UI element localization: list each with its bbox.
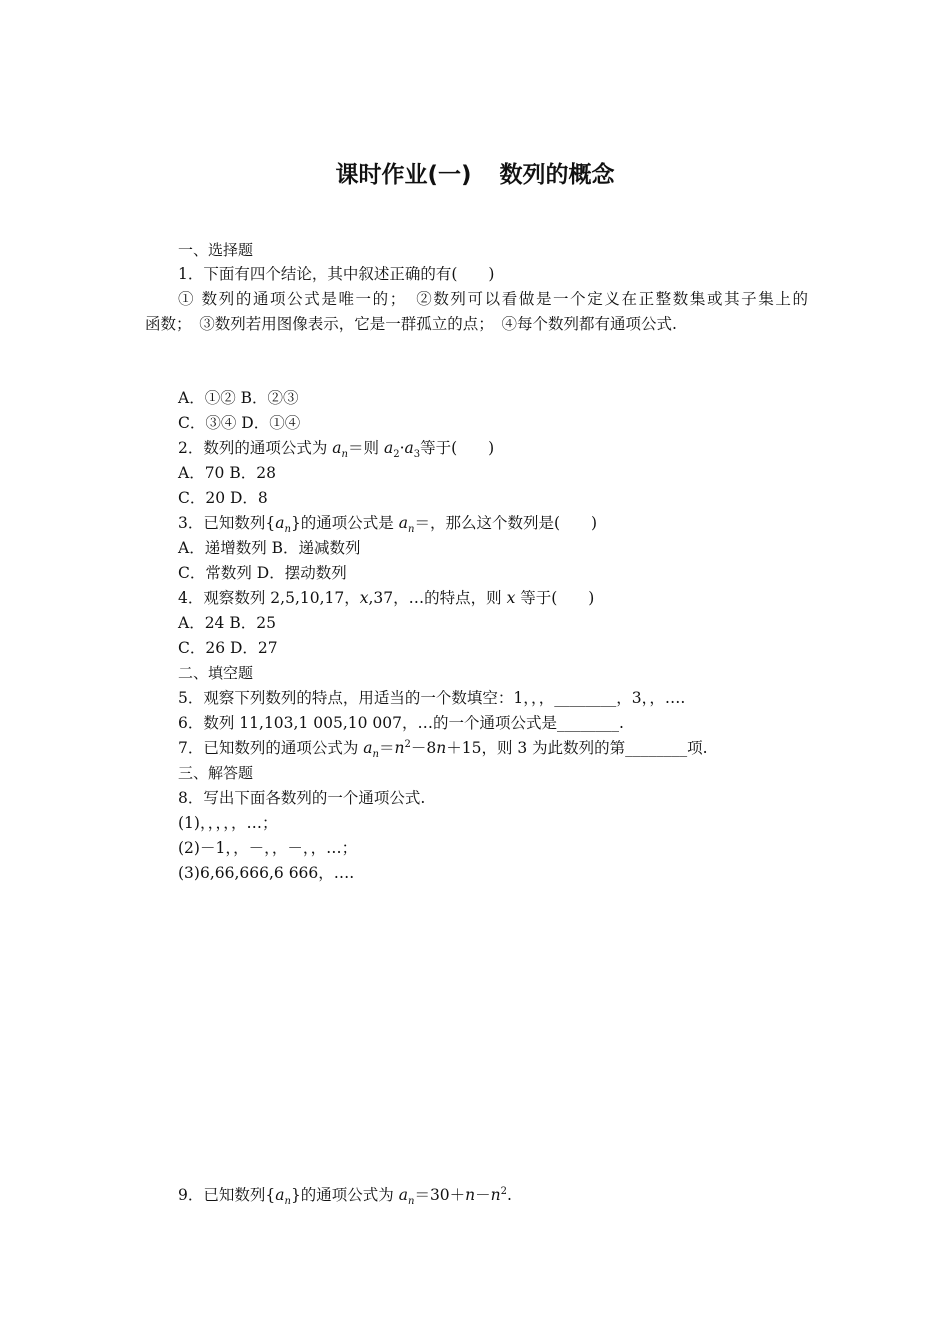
question-2-options-ab: A．70 B．28: [178, 464, 276, 482]
question-8-part-3: (3)6,66,666,6 666，….: [178, 864, 355, 882]
question-3-options-ab: A．递增数列 B．递减数列: [178, 539, 361, 557]
question-8-part-2: (2)－1，，－，，－，，…；: [178, 839, 358, 857]
question-2-options-cd: C．20 D．8: [178, 489, 268, 507]
question-4-stem: 4．观察数列 2,5,10,17，x,37，…的特点，则 x 等于( ): [178, 589, 595, 607]
section-heading-fill: 二、填空题: [178, 664, 254, 682]
question-4-options-ab: A．24 B．25: [178, 614, 276, 632]
page-title: [0, 156, 950, 189]
question-2-stem: 2．数列的通项公式为 $a_n=$则 $a_2\cdot a_3$等于( ): [178, 439, 495, 461]
title-right: 数列的概念: [499, 162, 615, 188]
question-8-stem: 8．写出下面各数列的一个通项公式.: [178, 789, 426, 807]
question-4-options-cd: C．26 D．27: [178, 639, 278, 657]
question-1-stem: 1．下面有四个结论，其中叙述正确的有( ): [178, 265, 495, 283]
question-9-stem: 9．已知数列$\{a_n\}$的通项公式为 $a_n=30+n-n^2$.: [178, 1185, 512, 1208]
question-1-line-2: 函数； ③数列若用图像表示，它是一群孤立的点； ④每个数列都有通项公式.: [145, 315, 677, 333]
question-3-stem: 3．已知数列$\{a_n\}$的通项公式是 $a_n=$，那么这个数列是( ): [178, 514, 598, 536]
question-1-line-1: ① 数列的通项公式是唯一的； ②数列可以看做是一个定义在正整数集或其子集上的: [178, 290, 808, 308]
question-7: 7．已知数列的通项公式为 $a_n=n^2-8n+15$，则 3 为此数列的第________项.: [178, 738, 708, 761]
question-1-options-ab: A．①② B．②③: [178, 389, 299, 407]
title-left: 课时作业(一): [335, 162, 472, 188]
section-heading-choice: 一、选择题: [178, 241, 254, 259]
question-8-part-1: (1)，，，，，…；: [178, 814, 278, 832]
section-heading-answer: 三、解答题: [178, 764, 254, 782]
question-6: 6．数列 11,103,1 005,10 007，…的一个通项公式是________.: [178, 714, 624, 732]
question-5: 5．观察下列数列的特点，用适当的一个数填空：1，，，________，3，，….: [178, 689, 686, 707]
question-1-options-cd: C．③④ D．①④: [178, 414, 301, 432]
question-3-options-cd: C．常数列 D．摆动数列: [178, 564, 347, 582]
